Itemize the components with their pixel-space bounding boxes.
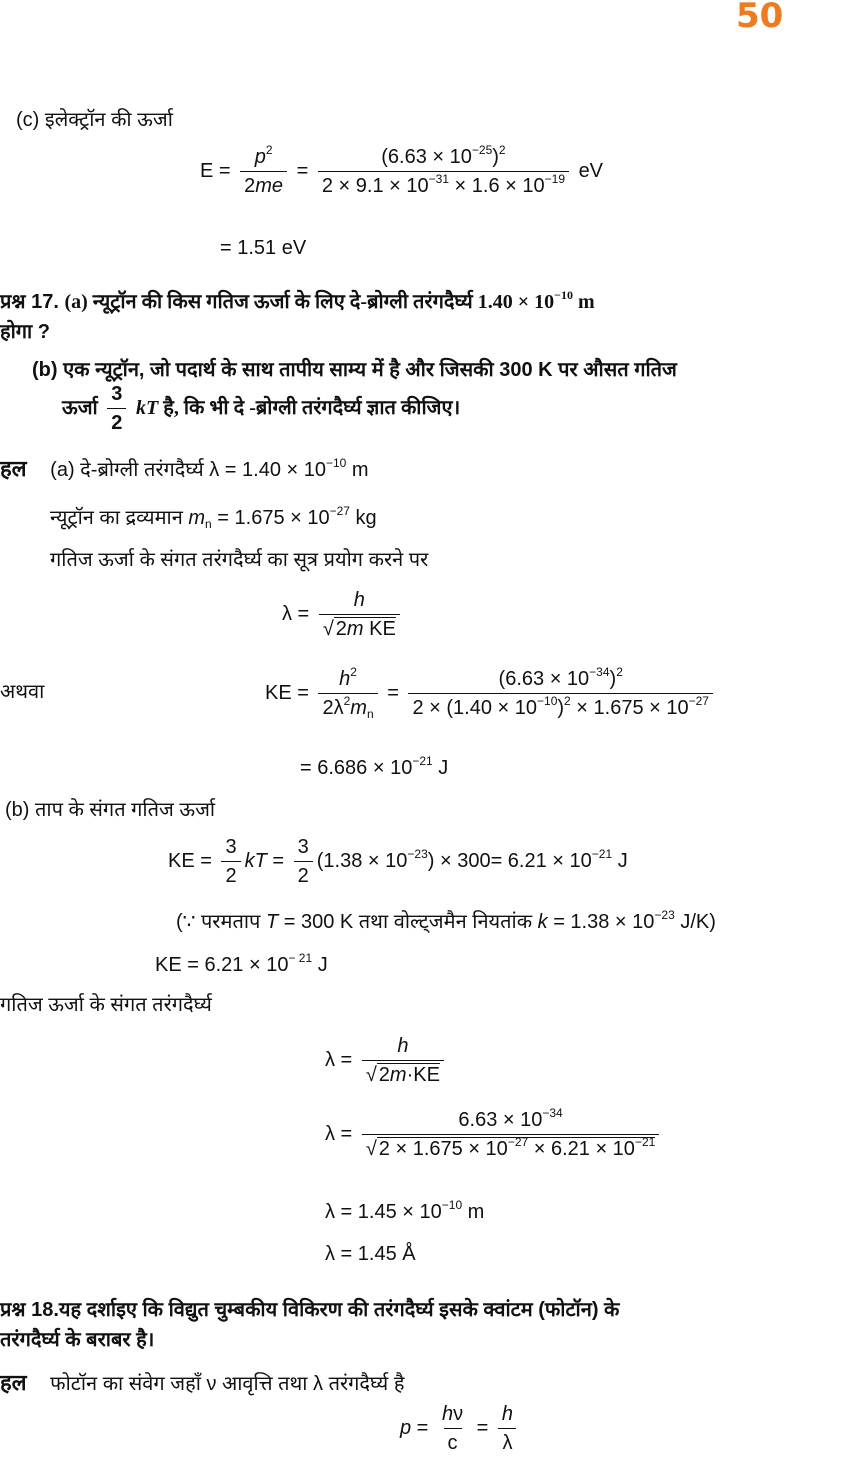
question-18-cont: तरंगदैर्घ्य के बराबर है।: [0, 1329, 155, 1351]
text-segment: 2λ: [322, 697, 344, 719]
denominator: √ $2 \times 1.675 \times 10^{-27} \times 6.21 \times 10^{-21}$: [362, 1134, 659, 1161]
superscript: 2: [265, 143, 273, 157]
superscript: −10: [441, 1198, 463, 1212]
solution-17-a: [0, 456, 369, 482]
variable: me: [255, 175, 284, 197]
athva-label: अथवा: [0, 681, 45, 703]
numerator: 3: [297, 836, 309, 858]
superscript: −21: [412, 754, 433, 768]
superscript: − 21: [288, 951, 313, 965]
text: फोटॉन का संवेग जहाँ ν आवृत्ति तथा λ तरंगदैर्घ्य है: [50, 1373, 405, 1395]
superscript: 2: [616, 665, 623, 679]
superscript: 2: [343, 694, 351, 708]
eq-lhs: KE =: [168, 849, 212, 872]
fraction: [240, 145, 287, 198]
superscript: −25: [471, 143, 493, 157]
text: [316, 846, 628, 872]
text-segment: ν: [453, 1403, 464, 1425]
numerator: [454, 1108, 566, 1134]
sqrt-content: [377, 1063, 440, 1086]
eq-lhs: KE =: [265, 681, 309, 704]
question-label: प्रश्न 17.: [0, 291, 59, 313]
text-segment: (6.63 × 10: [498, 668, 590, 690]
denominator: λ: [498, 1428, 516, 1455]
solution-label: हल: [0, 1370, 27, 1395]
variable: T: [265, 911, 279, 933]
equals: =: [476, 1416, 489, 1439]
denominator: [318, 693, 377, 720]
variable: p: [254, 146, 266, 168]
page-number: 50: [736, 0, 784, 36]
numerator: [393, 1034, 412, 1060]
lambda-formula-2: [325, 1034, 448, 1087]
note-constants: [176, 910, 716, 934]
question-label: प्रश्न 18.: [0, 1299, 59, 1321]
unit: eV: [578, 159, 604, 182]
equals: =: [387, 681, 399, 704]
text: [136, 397, 460, 419]
text-segment: (6.63 × 10: [381, 146, 472, 168]
denominator: [318, 171, 569, 198]
eq-lhs: λ =: [325, 1122, 353, 1145]
superscript: 2: [350, 665, 357, 679]
solution-label: हल: [0, 456, 27, 481]
text: [245, 850, 284, 872]
text-segment: = 300 K तथा वोल्ट्जमैन नियतांक: [278, 911, 538, 933]
text: [50, 456, 369, 481]
sqrt-content: [377, 1137, 656, 1160]
photon-momentum-equation: [400, 1402, 521, 1455]
text: ऊर्जा: [62, 396, 98, 419]
wavelength-heading: गतिज ऊर्जा के संगत तरंगदैर्घ्य: [0, 994, 212, 1016]
neutron-mass-line: [50, 506, 377, 530]
fraction: [498, 1402, 517, 1455]
text-segment: KE = 6.21 × 10: [155, 954, 289, 976]
equals: =: [296, 159, 309, 182]
text-segment: है, कि भी दे -ब्रोग्ली तरंगदैर्घ्य ज्ञात कीजिए।: [158, 396, 461, 419]
numerator: [495, 667, 627, 693]
lambda-result-angstrom: λ = 1.45 Å: [325, 1243, 416, 1265]
text-segment: ): [609, 668, 617, 690]
text-segment: = 1.675 × 10: [211, 507, 330, 529]
lambda-substitution: [325, 1108, 663, 1161]
lambda-result-m: [325, 1200, 484, 1224]
denominator: 2: [221, 861, 240, 888]
fraction: [221, 835, 240, 888]
text-segment: न्यूट्रॉन का द्रव्यमान: [50, 507, 189, 529]
variable: kT: [135, 396, 159, 419]
eq-lhs: E =: [200, 159, 231, 182]
text-segment: =: [411, 1416, 429, 1439]
kinetic-energy-equation: [265, 667, 717, 720]
variable: h: [339, 668, 351, 690]
eq-lhs: λ =: [325, 1048, 353, 1071]
text-segment: × 1.6 × 10: [449, 175, 545, 197]
variable: m: [346, 618, 364, 640]
text-segment: (∵ परमताप: [176, 911, 266, 933]
text-segment: 2: [378, 1064, 390, 1086]
variable: h: [353, 589, 365, 611]
fraction: [438, 1402, 467, 1455]
superscript: −10: [537, 694, 558, 708]
superscript: −27: [507, 1135, 529, 1149]
numerator: [350, 588, 369, 614]
text-segment: = 6.686 × 10: [300, 757, 413, 779]
superscript: −27: [329, 504, 350, 518]
numerator: 3: [225, 836, 237, 858]
section-c-heading: (c) इलेक्ट्रॉन की ऊर्जा: [16, 109, 173, 131]
text-segment: ·KE: [406, 1064, 440, 1086]
text-segment: J: [312, 954, 328, 976]
fraction: [362, 1108, 659, 1161]
variable: m: [188, 507, 206, 529]
eq-lhs: λ =: [282, 602, 310, 625]
question-17-a-cont: होगा ?: [0, 321, 51, 343]
text-segment: λ = 1.45 × 10: [325, 1201, 442, 1223]
text-segment: kg: [349, 507, 377, 529]
fraction: [318, 667, 377, 720]
text-segment: m: [462, 1201, 485, 1223]
text-segment: ): [492, 146, 499, 168]
numerator: [498, 1402, 517, 1428]
ke-value: [155, 953, 328, 977]
superscript: 2: [564, 694, 571, 708]
superscript: −23: [407, 846, 428, 861]
denominator: [408, 693, 713, 720]
eq-lhs: [400, 1417, 428, 1439]
variable: h: [441, 1403, 454, 1425]
text-segment: m: [346, 459, 369, 481]
superscript: −34: [589, 665, 610, 679]
superscript: 2: [498, 143, 506, 157]
superscript: −34: [542, 1106, 563, 1120]
superscript: −10: [554, 288, 573, 302]
superscript: −23: [654, 908, 675, 922]
variable: h: [501, 1403, 513, 1425]
text-segment: × 1.675 × 10: [570, 697, 689, 719]
question-text-a: [64, 288, 595, 313]
text-segment: 2: [335, 618, 347, 640]
subscript: n: [366, 707, 374, 721]
variable: k: [537, 911, 548, 933]
variable: h: [397, 1035, 409, 1057]
denominator: 2: [294, 861, 313, 888]
question-17-b: (b) एक न्यूट्रॉन, जो पदार्थ के साथ तापीय साम्य में है और जिसकी 300 K पर औसत गतिज: [32, 359, 677, 381]
denominator: [240, 171, 287, 198]
numerator: [335, 667, 361, 693]
fraction: [107, 382, 126, 435]
sqrt-content: [334, 617, 396, 640]
text-segment: = 1.38 × 10: [547, 911, 655, 933]
denominator: 2: [107, 408, 126, 435]
text-segment: × 6.21 × 10: [528, 1138, 635, 1160]
text-segment: (1.38 × 10: [316, 849, 408, 872]
lambda-formula: [282, 588, 404, 641]
superscript: −10: [325, 456, 347, 470]
numerator: [377, 145, 509, 171]
variable: p: [400, 1416, 412, 1439]
text-segment: J: [432, 757, 449, 779]
denominator: c: [444, 1428, 462, 1455]
question-17: [0, 290, 595, 314]
superscript: −19: [544, 172, 565, 186]
solution-18: [0, 1370, 404, 1396]
text-segment: J: [612, 849, 628, 872]
fraction: [408, 667, 713, 720]
text-segment: (a) न्यूट्रॉन की किस गतिज ऊर्जा के लिए दे-ब्रोग्ली तरंगदैर्घ्य 1.40 × 10: [64, 291, 555, 313]
subscript: n: [205, 517, 212, 531]
numerator: 3: [111, 383, 123, 405]
text-segment: 2 × 9.1 × 10: [321, 175, 429, 197]
denominator: √ 2m KE: [319, 614, 400, 641]
question-17-b-cont: [62, 382, 460, 435]
fraction: [318, 145, 569, 198]
formula-line: गतिज ऊर्जा के संगत तरंगदैर्घ्य का सूत्र प्रयोग करने पर: [50, 549, 429, 571]
text-segment: (a) दे-ब्रोग्ली तरंगदैर्घ्य λ = 1.40 × 10: [50, 459, 326, 481]
question-text: यह दर्शाइए कि विद्युत चुम्बकीय विकिरण की तरंगदैर्घ्य इसके क्वांटम (फोटॉन) के: [58, 1299, 620, 1321]
text-segment: J/K): [674, 911, 716, 933]
electron-energy-equation: [200, 145, 603, 198]
text-segment: ): [557, 697, 565, 719]
text-segment: 2: [244, 175, 256, 197]
section-b-heading: (b) ताप के संगत गतिज ऊर्जा: [5, 799, 216, 821]
superscript: −27: [688, 694, 709, 708]
denominator: √ 2m·KE: [362, 1060, 444, 1087]
variable: m: [350, 697, 367, 719]
text-segment: ) × 300= 6.21 × 10: [427, 849, 592, 872]
electron-energy-result: = 1.51 eV: [220, 237, 307, 259]
text-segment: KE: [363, 618, 396, 640]
text-segment: =: [266, 849, 285, 872]
ke-result: [300, 756, 448, 780]
text-segment: m: [572, 291, 595, 313]
text-segment: 2 × (1.40 × 10: [412, 697, 538, 719]
numerator: [438, 1402, 467, 1428]
thermal-ke-equation: [168, 835, 628, 888]
question-18: [0, 1298, 619, 1322]
fraction: [362, 1034, 444, 1087]
text-segment: 6.63 × 10: [458, 1109, 543, 1131]
variable: m: [389, 1064, 407, 1086]
fraction: [319, 588, 400, 641]
superscript: −31: [428, 172, 449, 186]
superscript: −21: [634, 1135, 656, 1149]
fraction: [294, 835, 313, 888]
text-segment: 2 × 1.675 × 10: [378, 1138, 508, 1160]
numerator: [251, 145, 277, 171]
variable: kT: [244, 849, 267, 872]
superscript: −21: [591, 846, 613, 861]
